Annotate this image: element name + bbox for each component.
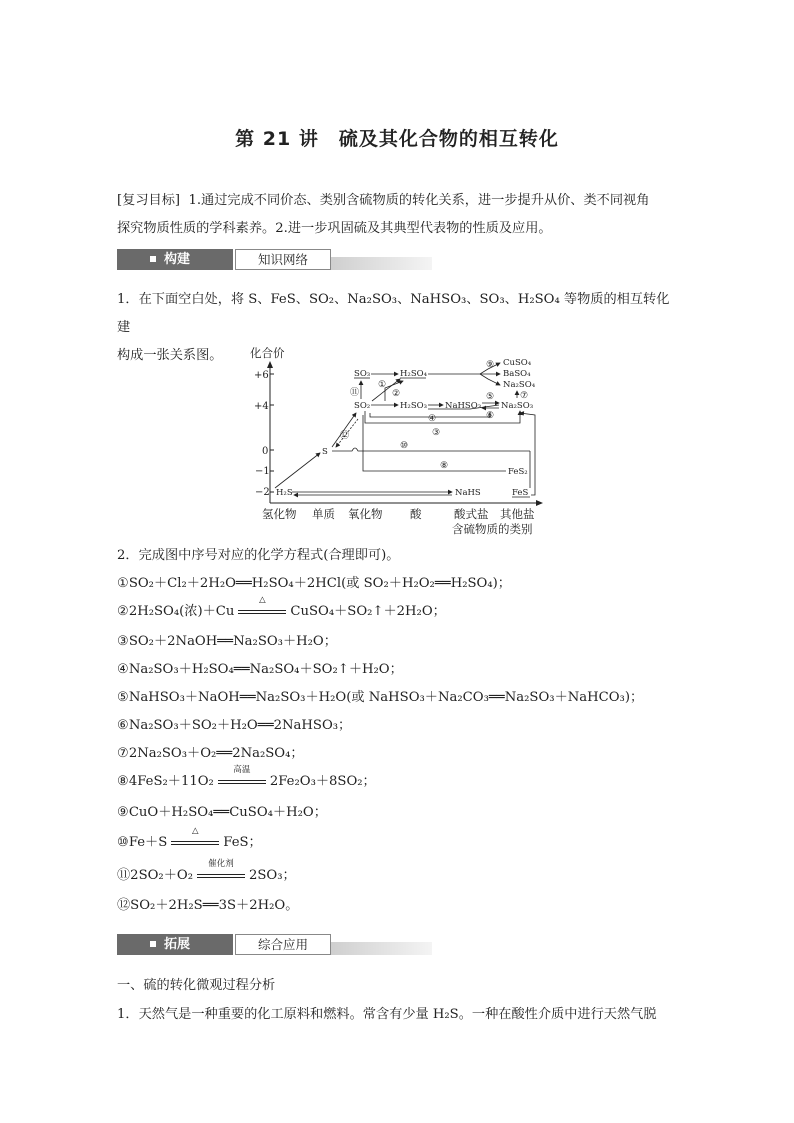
x-tick-acid-salt: 酸式盐: [454, 507, 489, 521]
label-3: ③: [432, 428, 441, 438]
species-h2so4: H₂SO₄: [400, 369, 428, 379]
y-tick-minus1: −1: [255, 466, 270, 477]
label-7: ⑦: [520, 391, 529, 401]
y-tick-plus4: +4: [254, 401, 269, 412]
section-header-dark-label: 构建: [164, 252, 191, 267]
equation-10: [117, 825, 677, 853]
species-nahso3: NaHSO₃: [445, 401, 482, 411]
section-header-build: [117, 249, 432, 270]
equation-11-condition: 催化剂: [208, 858, 234, 869]
section-header-light-label: 知识网络: [235, 249, 331, 270]
x-axis-title: 含硫物质的类别: [452, 522, 533, 536]
label-12: ⑫: [340, 431, 350, 441]
species-na2so4: Na₂SO₄: [503, 380, 536, 390]
section-header-gradient: [331, 257, 432, 270]
y-tick-plus6: +6: [254, 370, 269, 381]
y-tick-minus2: −2: [255, 487, 270, 498]
species-cuso4: CuSO₄: [503, 358, 532, 368]
y-axis-title: 化合价: [250, 346, 285, 360]
label-2: ②: [392, 389, 401, 399]
equation-8-left: ⑧4FeS₂＋11O₂: [117, 774, 214, 789]
equation-1: ①SO₂＋Cl₂＋2H₂O══H₂SO₄＋2HCl(或 SO₂＋H₂O₂══H₂SO₄)；: [117, 576, 511, 591]
label-8: ⑧: [440, 461, 449, 471]
species-fes2: FeS₂: [508, 467, 528, 477]
species-so3: SO₃: [354, 369, 371, 379]
label-4: ④: [428, 414, 437, 424]
equation-4: ④Na₂SO₃＋H₂SO₄══Na₂SO₄＋SO₂↑＋H₂O；: [117, 662, 403, 677]
equation-8-right: 2Fe₂O₃＋8SO₂；: [269, 774, 376, 789]
equation-11: [117, 858, 677, 886]
x-tick-acid: 酸: [410, 507, 422, 521]
species-h2s: H₂S: [276, 488, 293, 498]
species-so2: SO₂: [354, 401, 371, 411]
section-header-light-label: 综合应用: [235, 934, 331, 955]
equation-10-condition: △: [192, 825, 199, 836]
x-axis-arrow-icon: [536, 500, 543, 506]
equation-11-right: 2SO₃；: [249, 868, 296, 883]
review-objectives: [117, 187, 677, 243]
section-header-gradient: [331, 942, 432, 955]
question-1-line-1: 1．在下面空白处，将 S、FeS、SO₂、Na₂SO₃、NaHSO₃、SO₃、H₂SO₄ 等物质的相互转化建: [117, 292, 670, 335]
equation-2: [117, 594, 677, 622]
equation-2-left: ②2H₂SO₄(浓)＋Cu: [117, 604, 235, 619]
sulfur-conversion-diagram: [240, 343, 550, 538]
question-2: 2．完成图中序号对应的化学方程式(合理即可)。: [117, 548, 400, 563]
label-5: ⑤: [486, 392, 495, 402]
y-tick-0: 0: [262, 446, 269, 457]
x-tick-hydride: 氢化物: [262, 507, 297, 521]
species-na2so3: Na₂SO₃: [501, 401, 534, 411]
review-text-2: 探究物质性质的学科素养。2.进一步巩固硫及其典型代表物的性质及应用。: [117, 221, 552, 236]
label-10: ⑩: [400, 441, 409, 451]
equation-9: ⑨CuO＋H₂SO₄══CuSO₄＋H₂O；: [117, 805, 327, 820]
section-header-dark-label: 拓展: [164, 937, 191, 952]
equation-10-right: FeS；: [223, 835, 262, 850]
equation-8: [117, 764, 677, 792]
section-header-extend: [117, 934, 432, 955]
review-text-1: 1.通过完成不同价态、类别含硫物质的转化关系，进一步提升从价、类不同视角: [188, 193, 650, 208]
species-baso4: BaSO₄: [503, 369, 531, 379]
equation-2-right: CuSO₄＋SO₂↑＋2H₂O；: [290, 604, 446, 619]
x-tick-other-salt: 其他盐: [500, 507, 535, 521]
page-title: 第 21 讲 硫及其化合物的相互转化: [235, 128, 559, 150]
question-1-line-2: 构成一张关系图。: [117, 348, 223, 363]
review-label: [复习目标]: [117, 193, 181, 208]
subsection-title: 一、硫的转化微观过程分析: [117, 978, 276, 993]
species-fes: FeS: [512, 488, 529, 498]
label-11: ⑪: [350, 388, 360, 398]
equation-7: ⑦2Na₂SO₃＋O₂══2Na₂SO₄；: [117, 746, 304, 761]
equation-6: ⑥Na₂SO₃＋SO₂＋H₂O══2NaHSO₃；: [117, 718, 352, 733]
equation-8-condition: 高温: [233, 764, 251, 775]
x-tick-oxide: 氧化物: [348, 507, 383, 521]
equation-3: ③SO₂＋2NaOH══Na₂SO₃＋H₂O；: [117, 634, 337, 649]
square-icon: [150, 941, 156, 947]
paragraph-1: 1．天然气是一种重要的化工原料和燃料。常含有少量 H₂S。一种在酸性介质中进行天然气脱: [117, 1007, 657, 1022]
equation-10-left: ⑩Fe＋S: [117, 835, 168, 850]
species-nahs: NaHS: [455, 488, 481, 498]
x-tick-element: 单质: [312, 507, 335, 521]
label-1: ①: [378, 380, 387, 390]
label-9: ⑨: [486, 360, 495, 370]
equation-2-condition: △: [259, 594, 266, 605]
species-h2so3: H₂SO₃: [400, 401, 428, 411]
equation-12: ⑫SO₂＋2H₂S══3S＋2H₂O。: [117, 898, 299, 913]
equation-11-left: ⑪2SO₂＋O₂: [117, 868, 193, 883]
y-axis-arrow-icon: [267, 361, 273, 368]
square-icon: [150, 256, 156, 262]
label-6: ⑥: [486, 411, 495, 421]
species-s: S: [322, 447, 328, 457]
equation-5: ⑤NaHSO₃＋NaOH══Na₂SO₃＋H₂O(或 NaHSO₃＋Na₂CO₃══Na₂SO₃＋NaHCO₃)；: [117, 690, 644, 705]
